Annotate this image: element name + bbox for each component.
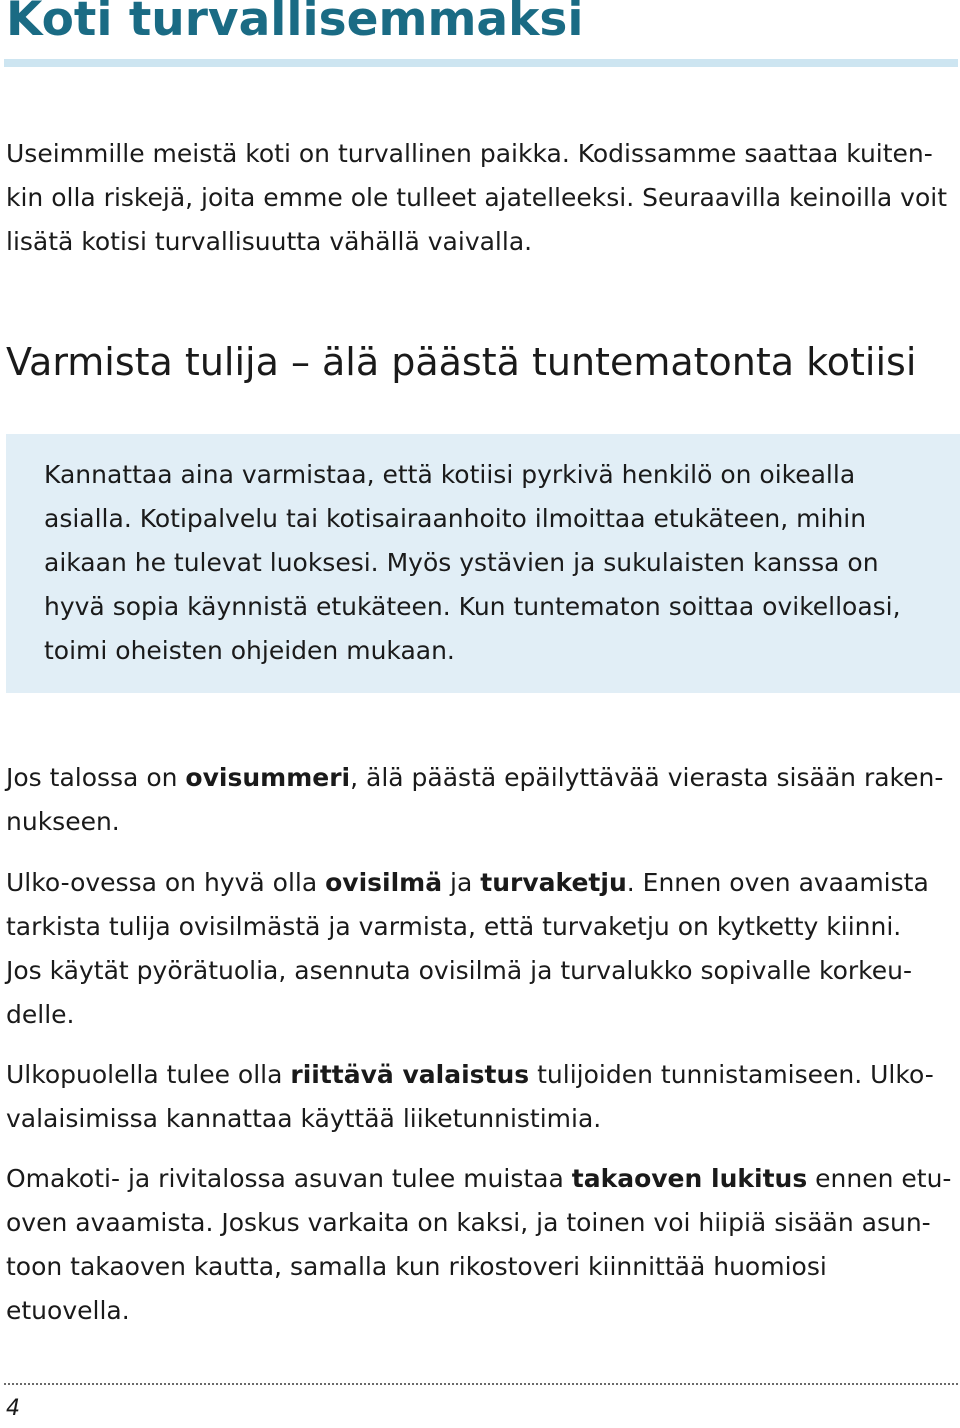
- text-run: ennen etu-: [807, 1164, 952, 1193]
- text-run: nukseen.: [6, 807, 120, 836]
- bold-term: turvaketju: [480, 868, 627, 897]
- text-run: tulijoiden tunnistamiseen. Ulko-: [529, 1060, 934, 1089]
- text-run: Ulko-ovessa on hyvä olla: [6, 868, 326, 897]
- info-line: toimi oheisten ohjeiden mukaan.: [44, 636, 455, 665]
- info-line: Kannattaa aina varmistaa, että kotiisi pyrkivä henkilö on oikealla: [44, 460, 856, 489]
- text-run: , älä päästä epäilyttävää vierasta sisään raken-: [350, 763, 944, 792]
- paragraph-ovisummeri: [6, 756, 958, 844]
- title-underline: [4, 59, 958, 67]
- bold-term: ovisummeri: [185, 763, 351, 792]
- paragraph-valaistus: [6, 1053, 958, 1141]
- text-run: delle.: [6, 1000, 75, 1029]
- info-box-text: [44, 453, 944, 673]
- bold-term: ovisilmä: [325, 868, 443, 897]
- intro-line: kin olla riskejä, joita emme ole tulleet ajatelleeksi. Seuraavilla keinoilla voit: [6, 183, 948, 212]
- info-line: asialla. Kotipalvelu tai kotisairaanhoito ilmoittaa etukäteen, mihin: [44, 504, 867, 533]
- text-run: . Ennen oven avaamista: [626, 868, 929, 897]
- text-run: ja: [442, 868, 481, 897]
- text-run: valaisimissa kannattaa käyttää liiketunnistimia.: [6, 1104, 602, 1133]
- text-run: tarkista tulija ovisilmästä ja varmista, että turvaketju on kytketty kiinni.: [6, 912, 902, 941]
- text-run: toon takaoven kautta, samalla kun rikostoveri kiinnittää huomiosi etuovella.: [6, 1252, 827, 1325]
- info-box: [6, 434, 960, 693]
- text-run: Omakoti- ja rivitalossa asuvan tulee muistaa: [6, 1164, 572, 1193]
- section-heading: Varmista tulija – älä päästä tuntematonta kotiisi: [6, 340, 917, 384]
- paragraph-takaovi: [6, 1157, 958, 1333]
- text-run: Jos talossa on: [6, 763, 186, 792]
- info-line: hyvä sopia käynnistä etukäteen. Kun tuntematon soittaa ovikelloasi,: [44, 592, 901, 621]
- page-title: Koti turvallisemmaksi: [6, 0, 584, 47]
- bold-term: takaoven lukitus: [571, 1164, 808, 1193]
- intro-line: Useimmille meistä koti on turvallinen paikka. Kodissamme saattaa kuiten-: [6, 139, 933, 168]
- page-number: 4: [6, 1396, 20, 1421]
- text-run: Ulkopuolella tulee olla: [6, 1060, 291, 1089]
- footer-divider: [4, 1383, 958, 1385]
- info-line: aikaan he tulevat luoksesi. Myös ystävien ja sukulaisten kanssa on: [44, 548, 879, 577]
- text-run: Jos käytät pyörätuolia, asennuta ovisilmä ja turvalukko sopivalle korkeu-: [6, 956, 912, 985]
- bold-term: riittävä valaistus: [290, 1060, 530, 1089]
- intro-paragraph: [6, 132, 958, 264]
- intro-line: lisätä kotisi turvallisuutta vähällä vaivalla.: [6, 227, 533, 256]
- paragraph-ovisilma: [6, 861, 958, 1037]
- text-run: oven avaamista. Joskus varkaita on kaksi, ja toinen voi hiipiä sisään asun-: [6, 1208, 931, 1237]
